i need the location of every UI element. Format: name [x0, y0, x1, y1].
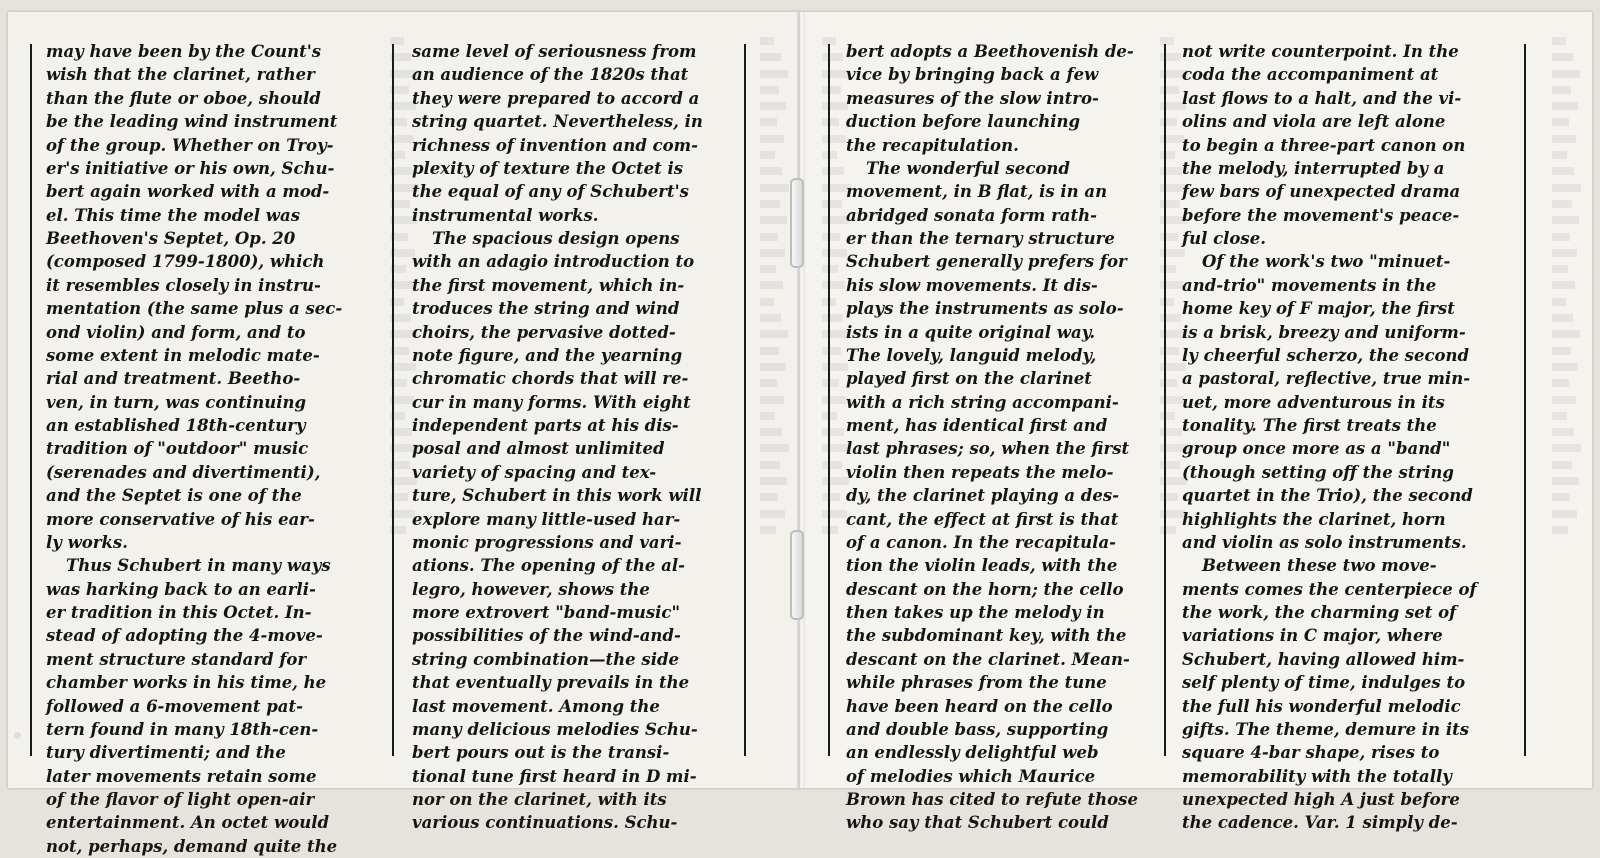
- text-line: played first on the clarinet: [846, 369, 1092, 389]
- text-line: The lovely, languid melody,: [846, 345, 1097, 365]
- bleed-through-mark: [760, 363, 786, 371]
- text-line: home key of F major, the first: [1182, 299, 1455, 319]
- bleed-through-mark: [822, 281, 845, 289]
- text-line: the recapitulation.: [846, 135, 1019, 155]
- text-line: Brown has cited to refute those: [846, 790, 1138, 809]
- bleed-through-mark: [1552, 444, 1581, 452]
- bleed-through-mark: [1552, 314, 1573, 322]
- bleed-through-mark: [760, 151, 775, 159]
- bleed-through-mark: [1552, 53, 1573, 61]
- bleed-through-mark: [760, 298, 774, 306]
- text-line: before the movement's peace-: [1182, 205, 1460, 225]
- text-line: monic progressions and vari-: [412, 532, 682, 552]
- text-line: el. This time the model was: [46, 205, 300, 225]
- column-rule: [30, 44, 32, 756]
- text-line: instrumental works.: [412, 205, 599, 225]
- text-line: dy, the clarinet playing a des-: [846, 486, 1119, 506]
- bleed-through-mark: [822, 493, 840, 501]
- text-line: er tradition in this Octet. In-: [46, 603, 312, 622]
- text-line: more extrovert "band-music": [412, 603, 681, 622]
- bleed-through-mark: [1160, 265, 1176, 273]
- text-line: a pastoral, reflective, true min-: [1182, 369, 1471, 389]
- text-line: some extent in melodic mate-: [46, 345, 320, 365]
- bleed-through-mark: [822, 347, 841, 355]
- booklet-gutter: [797, 12, 805, 788]
- bleed-through-mark: [760, 249, 785, 257]
- text-line: the full his wonderful melodic: [1182, 696, 1461, 716]
- text-line: an established 18th-century: [46, 416, 306, 435]
- text-line: highlights the clarinet, horn: [1182, 509, 1446, 529]
- text-line: cur in many forms. With eight: [412, 392, 691, 412]
- text-line: independent parts at his dis-: [412, 416, 679, 435]
- text-line: the cadence. Var. 1 simply de-: [1182, 813, 1458, 833]
- text-line: an endlessly delightful web: [846, 743, 1099, 763]
- column-rule: [1524, 44, 1526, 756]
- text-line: quartet in the Trio), the second: [1182, 486, 1473, 506]
- text-line: while phrases from the tune: [846, 673, 1107, 693]
- text-line: descant on the clarinet. Mean-: [846, 649, 1130, 669]
- bleed-through-mark: [1552, 135, 1576, 143]
- text-column-1: [46, 40, 342, 858]
- text-line: the subdominant key, with the: [846, 626, 1127, 646]
- bleed-through-mark: [1552, 200, 1572, 208]
- text-line: movement, in B flat, is in an: [846, 182, 1108, 202]
- text-line: ment, has identical first and: [846, 416, 1108, 435]
- text-line: possibilities of the wind-and-: [412, 626, 681, 646]
- text-line: the first movement, which in-: [412, 275, 685, 295]
- text-line: (composed 1799-1800), which: [46, 252, 325, 272]
- text-line: tury divertimenti; and the: [46, 743, 286, 763]
- bleed-through-mark: [822, 135, 846, 143]
- text-line: last phrases; so, when the first: [846, 439, 1130, 459]
- bleed-through-text: [1552, 30, 1582, 750]
- column-rule: [744, 44, 746, 756]
- text-line: his slow movements. It dis-: [846, 275, 1098, 295]
- bleed-through-mark: [1552, 86, 1571, 94]
- bleed-through-mark: [760, 86, 779, 94]
- bleed-through-mark: [760, 379, 777, 387]
- text-line: choirs, the pervasive dotted-: [412, 322, 676, 342]
- bleed-through-mark: [822, 526, 838, 534]
- text-line: Of the work's two "minuet-: [1202, 252, 1451, 272]
- text-line: group once more as a "band": [1182, 439, 1451, 459]
- bleed-through-mark: [1552, 510, 1577, 518]
- text-line: gifts. The theme, demure in its: [1182, 719, 1469, 739]
- text-line: er than the ternary structure: [846, 229, 1115, 248]
- text-line: of the group. Whether on Troy-: [46, 135, 334, 155]
- text-line: bert adopts a Beethovenish de-: [846, 42, 1134, 61]
- bleed-through-mark: [1552, 70, 1580, 78]
- text-line: posal and almost unlimited: [412, 439, 665, 459]
- bleed-through-mark: [760, 37, 774, 45]
- bleed-through-mark: [1160, 526, 1176, 534]
- bleed-through-mark: [760, 412, 775, 420]
- text-line: the work, the charming set of: [1182, 603, 1457, 622]
- text-line: have been heard on the cello: [846, 696, 1113, 716]
- bleed-through-mark: [1552, 216, 1579, 224]
- text-line: ful close.: [1182, 229, 1266, 248]
- bleed-through-mark: [760, 167, 782, 175]
- text-line: chromatic chords that will re-: [412, 369, 689, 389]
- text-line: legro, however, shows the: [412, 579, 650, 599]
- bleed-through-mark: [1552, 412, 1567, 420]
- bleed-through-mark: [1552, 347, 1571, 355]
- text-line: (serenades and divertimenti),: [46, 462, 321, 482]
- bleed-through-mark: [1552, 379, 1569, 387]
- text-line: variations in C major, where: [1182, 626, 1443, 646]
- text-line: who say that Schubert could: [846, 813, 1109, 833]
- bleed-through-mark: [1160, 298, 1174, 306]
- text-line: last flows to a halt, and the vi-: [1182, 88, 1462, 108]
- bleed-through-mark: [822, 86, 841, 94]
- text-line: duction before launching: [846, 112, 1081, 132]
- text-line: note figure, and the yearning: [412, 345, 683, 365]
- bleed-through-mark: [1552, 461, 1572, 469]
- text-line: bert pours out is the transi-: [412, 743, 670, 763]
- text-line: and violin as solo instruments.: [1182, 532, 1467, 552]
- text-line: coda the accompaniment at: [1182, 65, 1439, 85]
- column-rule: [392, 44, 394, 756]
- text-line: unexpected high A just before: [1182, 790, 1460, 809]
- text-line: to begin a three-part canon on: [1182, 135, 1466, 155]
- bleed-through-mark: [822, 102, 848, 110]
- text-line: ations. The opening of the al-: [412, 556, 685, 576]
- text-line: rial and treatment. Beetho-: [46, 369, 301, 389]
- text-line: not write counterpoint. In the: [1182, 42, 1459, 61]
- bleed-through-mark: [1552, 167, 1574, 175]
- text-line: The spacious design opens: [432, 229, 680, 248]
- bleed-through-mark: [1552, 493, 1570, 501]
- text-line: richness of invention and com-: [412, 135, 698, 155]
- bleed-through-mark: [822, 200, 842, 208]
- text-line: with an adagio introduction to: [412, 252, 695, 272]
- bleed-through-mark: [760, 200, 780, 208]
- bleed-through-mark: [1552, 363, 1578, 371]
- bleed-through-mark: [1160, 37, 1174, 45]
- text-line: they were prepared to accord a: [412, 88, 700, 108]
- text-column-3: [846, 40, 1138, 835]
- bleed-through-mark: [760, 347, 779, 355]
- text-line: memorability with the totally: [1182, 766, 1452, 786]
- bleed-through-mark: [822, 510, 847, 518]
- text-line: ven, in turn, was continuing: [46, 392, 307, 412]
- text-line: followed a 6-movement pat-: [46, 696, 303, 716]
- text-line: ment structure standard for: [46, 649, 307, 669]
- bleed-through-mark: [760, 53, 781, 61]
- page-mark: [14, 732, 21, 739]
- text-line: that eventually prevails in the: [412, 673, 690, 693]
- bleed-through-mark: [760, 216, 787, 224]
- bleed-through-mark: [760, 233, 778, 241]
- text-line: descant on the horn; the cello: [846, 579, 1124, 599]
- column-rule: [828, 44, 830, 756]
- text-line: entertainment. An octet would: [46, 813, 330, 833]
- text-line: ture, Schubert in this work will: [412, 486, 702, 506]
- bleed-through-mark: [1160, 200, 1180, 208]
- staple: [790, 530, 804, 620]
- bleed-through-mark: [822, 216, 849, 224]
- text-line: olins and viola are left alone: [1182, 112, 1446, 132]
- bleed-through-mark: [1552, 249, 1577, 257]
- text-line: The wonderful second: [866, 158, 1070, 178]
- bleed-through-mark: [760, 493, 778, 501]
- text-line: mentation (the same plus a sec-: [46, 299, 343, 319]
- text-line: of the flavor of light open-air: [46, 790, 315, 809]
- bleed-through-mark: [1552, 233, 1570, 241]
- text-line: bert again worked with a mod-: [46, 182, 330, 202]
- text-line: wish that the clarinet, rather: [46, 65, 315, 85]
- text-line: many delicious melodies Schu-: [412, 719, 698, 739]
- bleed-through-mark: [760, 314, 781, 322]
- bleed-through-mark: [1552, 184, 1581, 192]
- text-line: then takes up the melody in: [846, 603, 1105, 622]
- bleed-through-mark: [760, 444, 789, 452]
- column-rule: [1164, 44, 1166, 756]
- bleed-through-mark: [1160, 233, 1178, 241]
- text-line: tion the violin leads, with the: [846, 556, 1118, 576]
- text-line: (though setting off the string: [1182, 462, 1454, 482]
- text-line: and the Septet is one of the: [46, 486, 302, 506]
- text-line: troduces the string and wind: [412, 299, 680, 319]
- text-line: ly works.: [46, 532, 128, 552]
- bleed-through-mark: [1552, 330, 1580, 338]
- bleed-through-mark: [760, 461, 780, 469]
- bleed-through-mark: [1552, 298, 1566, 306]
- bleed-through-mark: [1160, 493, 1178, 501]
- text-line: chamber works in his time, he: [46, 673, 327, 693]
- text-line: plexity of texture the Octet is: [412, 158, 684, 178]
- bleed-through-mark: [1160, 347, 1179, 355]
- text-line: measures of the slow intro-: [846, 88, 1099, 108]
- text-line: abridged sonata form rath-: [846, 205, 1097, 225]
- bleed-through-mark: [760, 118, 777, 126]
- text-line: Thus Schubert in many ways: [66, 556, 331, 576]
- text-line: may have been by the Count's: [46, 42, 322, 61]
- bleed-through-mark: [822, 167, 844, 175]
- bleed-through-mark: [822, 461, 842, 469]
- text-line: tradition of "outdoor" music: [46, 439, 309, 459]
- bleed-through-mark: [822, 428, 844, 436]
- text-line: same level of seriousness from: [412, 42, 697, 61]
- text-line: later movements retain some: [46, 766, 317, 786]
- text-line: self plenty of time, indulges to: [1182, 673, 1466, 693]
- text-line: cant, the effect at first is that: [846, 509, 1119, 529]
- bleed-through-mark: [822, 265, 838, 273]
- text-line: it resembles closely in instru-: [46, 275, 321, 295]
- text-line: than the flute or oboe, should: [46, 88, 321, 108]
- bleed-through-mark: [822, 233, 840, 241]
- bleed-through-mark: [760, 526, 776, 534]
- bleed-through-mark: [1552, 265, 1568, 273]
- bleed-through-mark: [760, 184, 789, 192]
- staple: [790, 178, 804, 268]
- bleed-through-mark: [822, 314, 843, 322]
- text-column-2: [412, 40, 703, 835]
- text-line: ly cheerful scherzo, the second: [1182, 345, 1470, 365]
- bleed-through-mark: [822, 118, 839, 126]
- bleed-through-mark: [822, 363, 848, 371]
- text-line: was harking back to an earli-: [46, 579, 316, 599]
- text-column-4: [1182, 40, 1477, 835]
- text-line: more conservative of his ear-: [46, 509, 315, 529]
- text-line: variety of spacing and tex-: [412, 462, 657, 482]
- text-line: tonality. The first treats the: [1182, 416, 1437, 435]
- bleed-through-mark: [1552, 396, 1576, 404]
- text-line: Schubert generally prefers for: [846, 252, 1127, 272]
- text-line: tern found in many 18th-cen-: [46, 719, 319, 739]
- text-line: tional tune first heard in D mi-: [412, 766, 697, 786]
- bleed-through-mark: [1160, 118, 1177, 126]
- text-line: last movement. Among the: [412, 696, 660, 716]
- bleed-through-mark: [760, 396, 784, 404]
- bleed-through-mark: [1552, 118, 1569, 126]
- bleed-through-mark: [1552, 37, 1566, 45]
- text-line: nor on the clarinet, with its: [412, 790, 667, 809]
- bleed-through-mark: [1552, 102, 1578, 110]
- text-line: few bars of unexpected drama: [1182, 182, 1461, 202]
- bleed-through-text: [760, 30, 790, 750]
- bleed-through-mark: [1552, 151, 1567, 159]
- bleed-through-mark: [822, 53, 843, 61]
- text-line: vice by bringing back a few: [846, 65, 1099, 85]
- text-line: not, perhaps, demand quite the: [46, 836, 338, 856]
- text-line: string quartet. Nevertheless, in: [412, 112, 703, 132]
- text-line: an audience of the 1820s that: [412, 65, 689, 85]
- text-line: is a brisk, breezy and uniform-: [1182, 322, 1466, 342]
- text-line: and-trio" movements in the: [1182, 275, 1437, 295]
- text-line: plays the instruments as solo-: [846, 299, 1124, 319]
- bleed-through-mark: [822, 396, 846, 404]
- text-line: of melodies which Maurice: [846, 766, 1096, 786]
- text-line: Beethoven's Septet, Op. 20: [46, 229, 296, 248]
- bleed-through-mark: [760, 281, 783, 289]
- bleed-through-mark: [1160, 412, 1175, 420]
- bleed-through-mark: [760, 70, 788, 78]
- bleed-through-mark: [1552, 477, 1579, 485]
- text-line: violin then repeats the melo-: [846, 462, 1114, 482]
- bleed-through-mark: [1160, 379, 1177, 387]
- text-line: Schubert, having allowed him-: [1182, 649, 1465, 669]
- text-line: explore many little-used har-: [412, 509, 681, 529]
- bleed-through-mark: [1160, 86, 1179, 94]
- bleed-through-mark: [1552, 428, 1574, 436]
- text-line: various continuations. Schu-: [412, 813, 678, 833]
- bleed-through-mark: [1160, 461, 1180, 469]
- text-line: be the leading wind instrument: [46, 112, 338, 132]
- text-line: er's initiative or his own, Schu-: [46, 158, 335, 178]
- bleed-through-mark: [760, 135, 784, 143]
- bleed-through-mark: [1552, 281, 1575, 289]
- bleed-through-mark: [822, 249, 847, 257]
- text-line: Between these two move-: [1202, 556, 1437, 576]
- text-line: uet, more adventurous in its: [1182, 392, 1445, 412]
- bleed-through-mark: [760, 330, 788, 338]
- text-line: stead of adopting the 4-move-: [46, 626, 323, 646]
- bleed-through-mark: [760, 510, 785, 518]
- text-line: ists in a quite original way.: [846, 322, 1096, 342]
- text-line: square 4-bar shape, rises to: [1182, 743, 1440, 763]
- text-line: ond violin) and form, and to: [46, 322, 306, 342]
- bleed-through-mark: [760, 477, 787, 485]
- bleed-through-mark: [760, 428, 782, 436]
- bleed-through-mark: [760, 102, 786, 110]
- bleed-through-mark: [760, 265, 776, 273]
- text-line: of a canon. In the recapitula-: [846, 532, 1116, 552]
- bleed-through-mark: [1160, 151, 1175, 159]
- bleed-through-mark: [822, 379, 839, 387]
- text-line: and double bass, supporting: [846, 719, 1109, 739]
- text-line: the melody, interrupted by a: [1182, 158, 1445, 178]
- bleed-through-mark: [1552, 526, 1568, 534]
- bleed-through-mark: [822, 477, 849, 485]
- text-line: ments comes the centerpiece of: [1182, 579, 1477, 599]
- text-line: with a rich string accompani-: [846, 392, 1119, 412]
- text-line: the equal of any of Schubert's: [412, 182, 689, 202]
- text-line: string combination—the side: [412, 649, 679, 669]
